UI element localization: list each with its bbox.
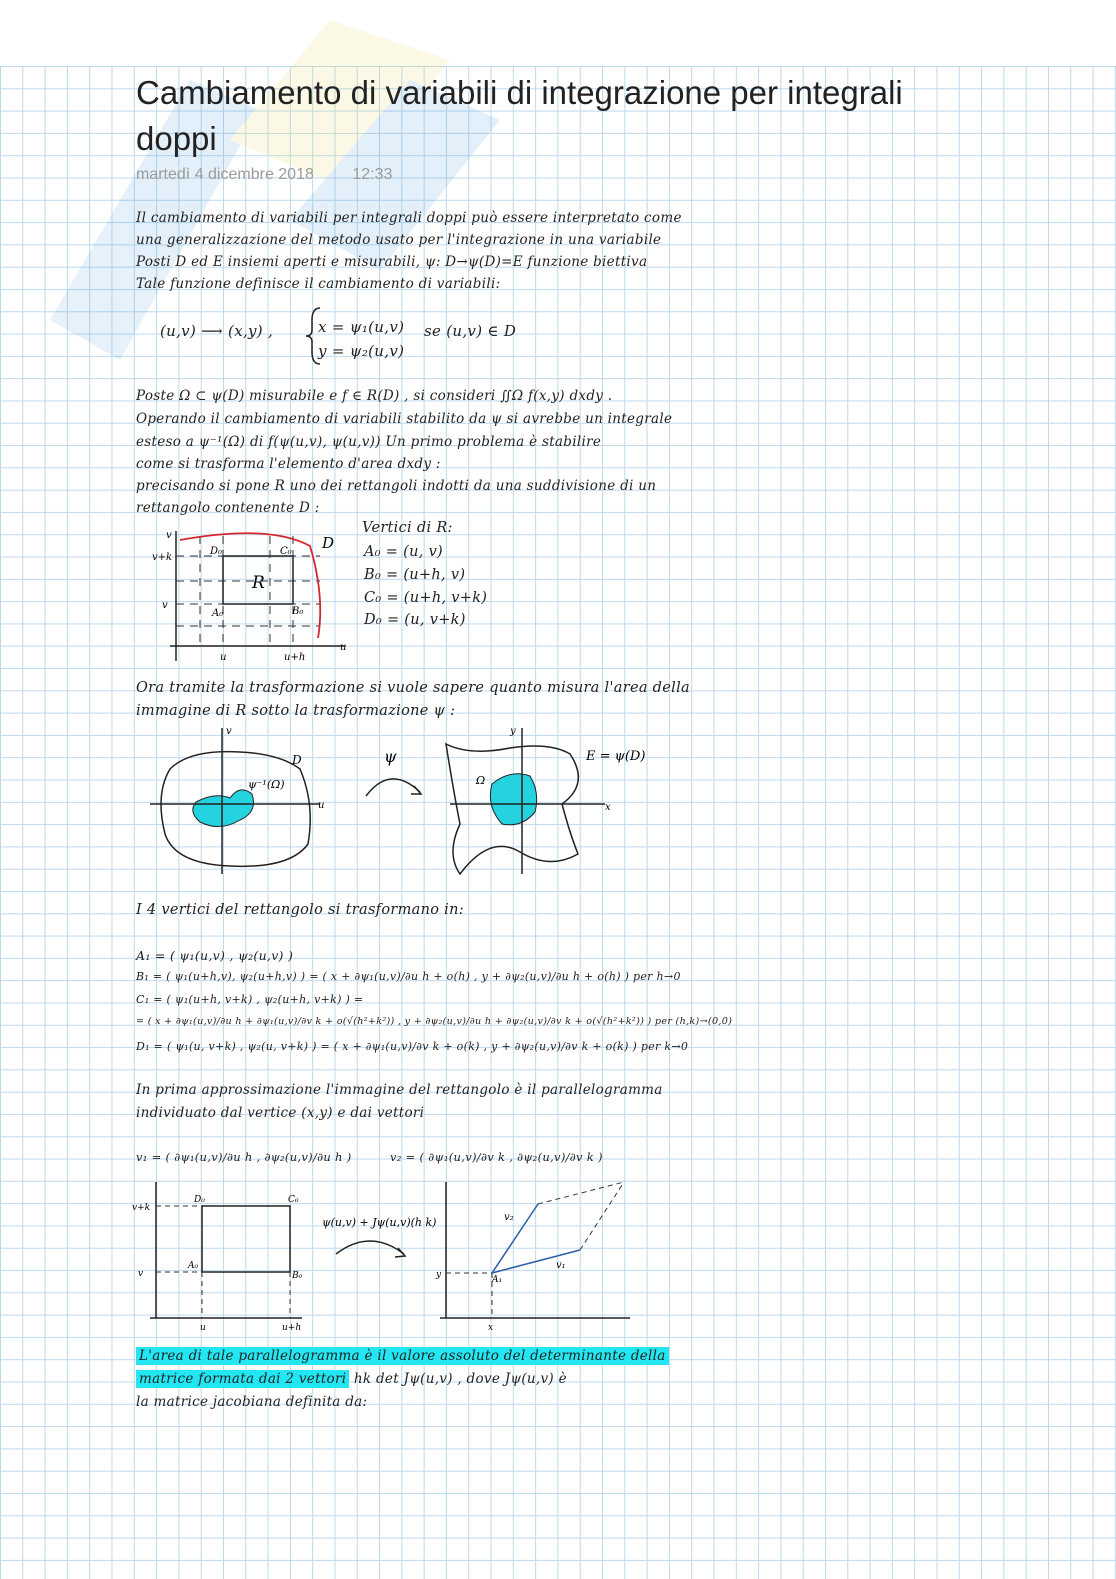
label-v: v: [138, 1269, 144, 1279]
rectangle-R: [202, 1206, 290, 1272]
label-A0: A₀: [212, 608, 224, 619]
label-u: u: [318, 800, 325, 811]
label-E: E = ψ(D): [586, 749, 646, 764]
arrow-icon: [336, 1241, 404, 1254]
label-u: u: [200, 1323, 206, 1333]
formula-line: = ( x + ∂ψ₁(u,v)/∂u h + ∂ψ₁(u,v)/∂v k + o(√(h²+k²)) , y + ∂ψ₂(u,v)/∂u h + ∂ψ₂(u,v)/∂v k + o(√(h²+k²)) ) per (h,k)→(0,0): [136, 1016, 733, 1027]
highlighted-text: matrice formata dai 2 vettori: [136, 1370, 349, 1388]
label-x: x: [605, 802, 611, 813]
formula-line: B₁ = ( ψ₁(u+h,v), ψ₂(u+h,v) ) = ( x + ∂ψ₁(u,v)/∂u h + o(h) , y + ∂ψ₂(u,v)/∂u h + o(h) ) per h→0: [136, 970, 681, 983]
text-line: Ora tramite la trasformazione si vuole sapere quanto misura l'area della: [136, 680, 690, 696]
label-u: u: [220, 652, 227, 663]
vertex-item: A₀ = (u, v): [364, 544, 444, 560]
highlighted-text: L'area di tale parallelogramma è il valore assoluto del determinante della: [136, 1347, 669, 1365]
label-D: D: [292, 753, 302, 767]
label-x: x: [488, 1323, 494, 1333]
mapping-left: (u,v) ⟶ (x,y) ,: [160, 322, 274, 340]
label-C0: C₀: [280, 546, 292, 557]
formula-line: D₁ = ( ψ₁(u, v+k) , ψ₂(u, v+k) ) = ( x + ∂ψ₁(u,v)/∂v k + o(k) , y + ∂ψ₂(u,v)/∂v k + o(k) ) per k→0: [136, 1040, 689, 1053]
formula-line: A₁ = ( ψ₁(u,v) , ψ₂(u,v) ): [136, 948, 294, 963]
text-line: Posti D ed E insiemi aperti e misurabili, ψ: D→ψ(D)=E funzione biettiva: [136, 254, 648, 270]
label-uh: u+h: [282, 1323, 302, 1333]
label-vk: v+k: [132, 1203, 151, 1213]
label-y: y: [510, 726, 516, 737]
map-label: ψ(u,v) + Jψ(u,v)(h k): [322, 1216, 437, 1229]
vector-v1: v₁ = ( ∂ψ₁(u,v)/∂u h , ∂ψ₂(u,v)/∂u h ): [136, 1150, 352, 1164]
text-line: come si trasforma l'elemento d'area dxdy :: [136, 456, 441, 472]
vertex-item: B₀ = (u+h, v): [364, 567, 466, 583]
text-line: In prima approssimazione l'immagine del rettangolo è il parallelogramma: [136, 1082, 663, 1098]
axis-v-label: v: [166, 530, 172, 541]
label-B0: B₀: [292, 1271, 303, 1281]
date-text: martedì 4 dicembre 2018: [136, 166, 314, 183]
label-C0: C₀: [288, 1195, 299, 1205]
mapping-x: x = ψ₁(u,v): [318, 318, 405, 336]
label-v: v: [162, 600, 168, 611]
vertices-title: Vertici di R:: [362, 520, 453, 536]
label-y: y: [436, 1270, 442, 1280]
rectangle-figure: [150, 526, 360, 666]
vertex-item: D₀ = (u, v+k): [364, 612, 466, 628]
label-v: v: [226, 726, 232, 737]
datestamp: [136, 166, 426, 184]
mapping-y: y = ψ₂(u,v): [318, 342, 405, 360]
text-line: immagine di R sotto la trasformazione ψ :: [136, 703, 456, 719]
label-R: R: [252, 573, 265, 593]
label-B0: B₀: [292, 606, 304, 617]
formula-line: C₁ = ( ψ₁(u+h, v+k) , ψ₂(u+h, v+k) ) =: [136, 993, 364, 1006]
label-A1: A₁: [492, 1275, 503, 1285]
text-span: hk det Jψ(u,v) , dove Jψ(u,v) è: [349, 1371, 567, 1387]
text-line: Tale funzione definisce il cambiamento di variabili:: [136, 276, 501, 292]
preimage-region: [193, 790, 254, 827]
label-vk: v+k: [152, 552, 173, 563]
label-omega: Ω: [476, 774, 486, 787]
text-line: rettangolo contenente D :: [136, 500, 320, 516]
label-psi: ψ: [384, 747, 397, 766]
text-line: Operando il cambiamento di variabili stabilito da ψ si avrebbe un integrale: [136, 411, 673, 427]
label-uh: u+h: [284, 652, 306, 663]
vertex-item: C₀ = (u+h, v+k): [364, 590, 488, 606]
text-line: I 4 vertici del rettangolo si trasformano in:: [136, 902, 464, 918]
page-title: Cambiamento di variabili di integrazione per integrali doppi: [136, 74, 903, 157]
page-header-area: [0, 0, 1116, 66]
domain-boundary: [180, 533, 320, 638]
text-line: esteso a ψ⁻¹(Ω) di f(ψ(u,v), ψ(u,v)) Un primo problema è stabilire: [136, 434, 602, 450]
label-v2: v₂: [504, 1212, 514, 1223]
label-D0: D₀: [210, 546, 223, 557]
label-D0: D₀: [194, 1195, 205, 1205]
text-line: Il cambiamento di variabili per integrali doppi può essere interpretato come: [136, 210, 682, 226]
label-D: D: [322, 534, 335, 552]
text-line: [136, 1348, 669, 1364]
label-v1: v₁: [556, 1260, 566, 1271]
axis-u-label: u: [340, 642, 347, 653]
text-line: la matrice jacobiana definita da:: [136, 1394, 368, 1410]
time-text: 12:33: [352, 166, 393, 183]
text-line: Poste Ω ⊂ ψ(D) misurabile e f ∈ R(D) , si consideri ∬Ω f(x,y) dxdy .: [136, 388, 613, 404]
region-omega: [490, 774, 536, 825]
text-line: [136, 1371, 567, 1387]
label-preimage: ψ⁻¹(Ω): [248, 778, 285, 791]
parallelogram-figure: [130, 1178, 630, 1338]
label-A0: A₀: [188, 1261, 199, 1271]
text-line: precisando si pone R uno dei rettangoli indotti da una suddivisione di un: [136, 478, 657, 494]
mapping-condition: se (u,v) ∈ D: [424, 322, 517, 340]
vector-v2: v₂ = ( ∂ψ₁(u,v)/∂v k , ∂ψ₂(u,v)/∂v k ): [390, 1150, 603, 1164]
transformation-figure: [130, 724, 650, 884]
text-line: individuato dal vertice (x,y) e dai vettori: [136, 1105, 425, 1121]
text-line: una generalizzazione del metodo usato per l'integrazione in una variabile: [136, 232, 662, 248]
